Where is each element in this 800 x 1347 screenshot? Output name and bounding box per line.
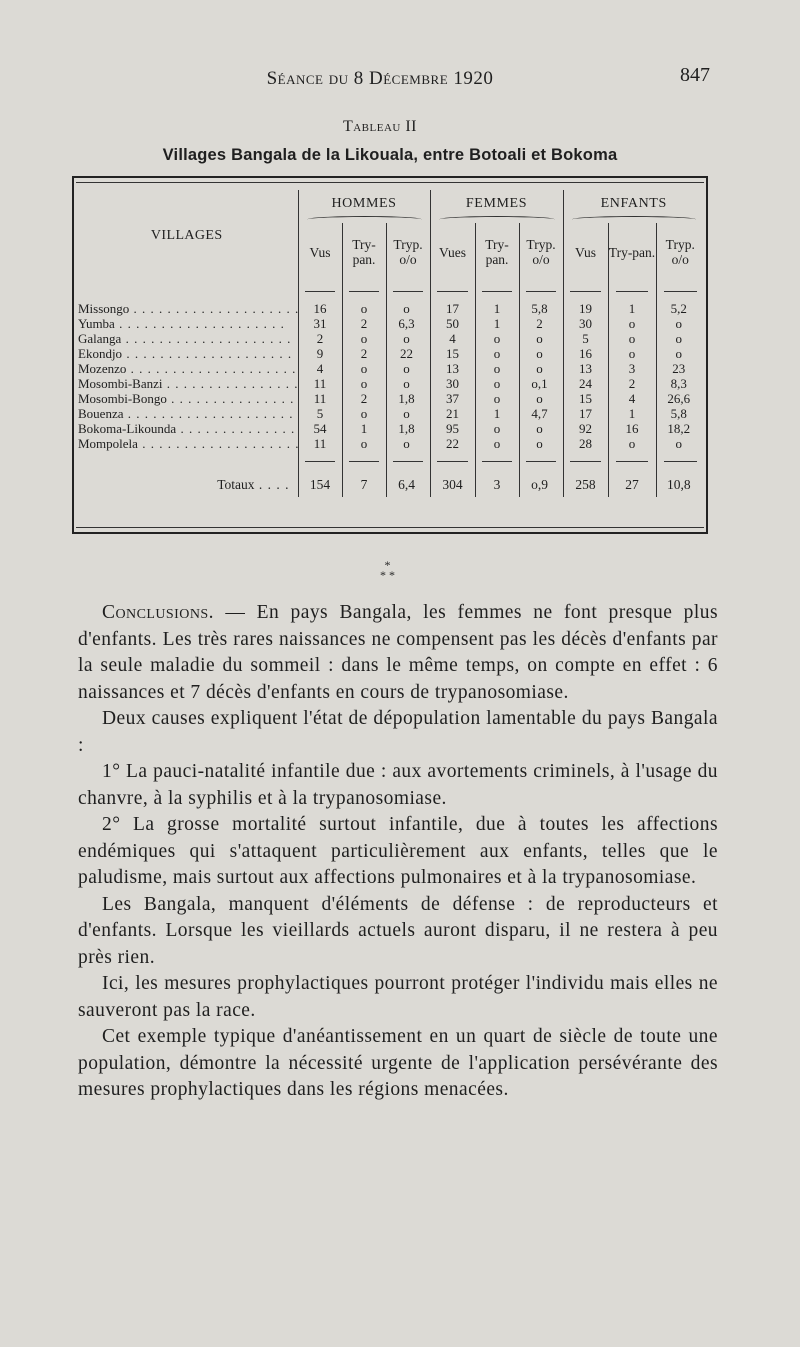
table-row [76,361,704,376]
table-cell: 30 [430,376,475,391]
table-cell: o [519,361,563,376]
village-name: Ekondjo . . . [76,346,298,361]
table-cell: o [475,421,519,436]
table-cell: 5 [298,406,342,421]
paragraph-5: Les Bangala, manquent d'éléments de défense : de reproducteurs et d'enfants. Lorsque les vieillards actuels auront disparu, il ne restera à peu près rien. [78,893,718,968]
table-row [76,391,704,406]
table-cell: 21 [430,406,475,421]
table-cell: 2 [342,391,386,406]
totals-row [76,471,704,497]
table-cell: 16 [608,421,656,436]
table-cell: 54 [298,421,342,436]
brace-enfants [563,216,704,223]
table-caption: Villages Bangala de la Likouala, entre Botoali et Bokoma [162,146,618,164]
village-name: Yumba . . . [76,316,298,331]
table-cell: 13 [430,361,475,376]
table-cell: 19 [563,301,608,316]
table-cell: o [475,346,519,361]
table-totals [76,471,704,497]
paragraph-6: Ici, les mesures prophylactiques pourront protéger l'individu mais elles ne sauveront pas la race. [78,973,718,1021]
table-cell: 6,3 [386,316,430,331]
village-name: Galanga . . . [76,331,298,346]
table-cell: 22 [430,436,475,451]
subhead-hommes-trypan: Try-pan. [342,223,386,281]
table-cell: 13 [563,361,608,376]
table-cell: o [386,406,430,421]
table-cell: 17 [430,301,475,316]
table-row [76,421,704,436]
table-cell: o [608,436,656,451]
table-cell: 50 [430,316,475,331]
table-cell: 3 [608,361,656,376]
table-cell: 31 [298,316,342,331]
table-cell: 1,8 [386,421,430,436]
table-cell: 11 [298,391,342,406]
table-cell: 4,7 [519,406,563,421]
table-row [76,301,704,316]
brace-hommes [298,216,430,223]
table-cell: 16 [563,346,608,361]
table-cell: o [608,331,656,346]
group-header-enfants: ENFANTS [563,190,704,216]
totals-label: Totaux . . . . [76,471,298,497]
group-header-femmes: FEMMES [430,190,563,216]
village-name: Mompolela . . . [76,436,298,451]
table-cell: o [608,346,656,361]
separator-row [76,281,704,301]
table-cell: 2 [608,376,656,391]
table-row [76,436,704,451]
table-cell: 92 [563,421,608,436]
table-cell: o [342,301,386,316]
table-cell: o,1 [519,376,563,391]
subhead-femmes-trypan: Try-pan. [475,223,519,281]
table-cell: o [656,436,704,451]
village-name: Bouenza . . . [76,406,298,421]
paragraph-2: Deux causes expliquent l'état de dépopulation lamentable du pays Bangala : [78,708,718,756]
paragraph-conclusions [78,600,718,706]
subhead-enfants-trypan: Try-pan. [608,223,656,281]
paragraph-1-text: — En pays Bangala, les femmes ne font presque plus d'enfants. Les très rares naissances ne compensent pas les décès d'enfants par la seule maladie du sommeil : dans le même temps, on compte en effet : 6 naissances et 7 décès d'enfants en cours de trypanosomiase. [78,602,718,703]
table-cell: o [519,346,563,361]
paragraph-4: 2° La grosse mortalité surtout infantile, due à toutes les affections endémiques qui s'attaquent particulièrement aux enfants, telles que le paludisme, mais surtout aux affections pulmonaires et à la trypanosomiase. [78,814,718,888]
table-cell: 37 [430,391,475,406]
table-cell: 5,8 [519,301,563,316]
table-cell: 11 [298,376,342,391]
table-cell: 5,8 [656,406,704,421]
paragraph-7: Cet exemple typique d'anéantissement en un quart de siècle de toute une population, démontre la nécessité urgente de l'application persévérante des mesures prophylactiques dans les régions menacées. [78,1026,718,1100]
group-header-hommes: HOMMES [298,190,430,216]
table-cell: o [386,331,430,346]
table-cell: o [475,331,519,346]
table-cell: 24 [563,376,608,391]
table-cell: o [656,331,704,346]
village-name: Bokoma-Likounda . . . [76,421,298,436]
table-cell: 2 [342,346,386,361]
table-label: Tableau II [342,118,418,135]
table-cell: 1,8 [386,391,430,406]
table-cell: 1 [475,406,519,421]
table-cell: 15 [563,391,608,406]
table-cell: 11 [298,436,342,451]
table-cell: 15 [430,346,475,361]
table-cell: o [519,421,563,436]
table-cell: 9 [298,346,342,361]
subhead-enfants-pct: Tryp. o/o [656,223,704,281]
table-cell: 17 [563,406,608,421]
subhead-femmes-pct: Tryp. o/o [519,223,563,281]
subhead-hommes-vus: Vus [298,223,342,281]
table-cell: 23 [656,361,704,376]
table-cell: o [386,436,430,451]
totals-cell: 3 [475,471,519,497]
totals-cell: 6,4 [386,471,430,497]
table-cell: o [342,376,386,391]
table-cell: 22 [386,346,430,361]
table-cell: o [475,361,519,376]
table-cell: 4 [608,391,656,406]
table-cell: 2 [519,316,563,331]
table-cell: 18,2 [656,421,704,436]
running-head [0,62,800,92]
table-row [76,376,704,391]
table-cell: o [386,301,430,316]
subhead-enfants-vus: Vus [563,223,608,281]
table-cell: 2 [298,331,342,346]
running-title: Séance du 8 Décembre 1920 [266,68,494,89]
table-row [76,346,704,361]
totals-cell: 7 [342,471,386,497]
table-row [76,316,704,331]
table-cell: o [386,376,430,391]
table-row [76,331,704,346]
subhead-hommes-pct: Tryp. o/o [386,223,430,281]
body-text [78,600,718,1104]
village-name: Mozenzo . . . [76,361,298,376]
table-cell: o [342,331,386,346]
table-cell: o [475,436,519,451]
brace-femmes [430,216,563,223]
table-cell: 26,6 [656,391,704,406]
table-cell: 2 [342,316,386,331]
table-row [76,406,704,421]
table-cell: 1 [475,316,519,331]
data-table [76,190,704,497]
totals-cell: 154 [298,471,342,497]
table-cell: 5 [563,331,608,346]
star-top: * [384,558,391,572]
paragraph-3: 1° La pauci-natalité infantile due : aux avortements criminels, à l'usage du chanvre, à la syphilis et à la trypanosomiase. [78,761,718,809]
table-cell: 95 [430,421,475,436]
totals-cell: 27 [608,471,656,497]
village-name: Missongo . . . [76,301,298,316]
table-cell: 1 [608,406,656,421]
page-number: 847 [680,64,710,86]
conclusions-lead: Conclusions. [102,602,214,623]
table-cell: 16 [298,301,342,316]
table-cell: 1 [475,301,519,316]
table-cell: 28 [563,436,608,451]
subhead-femmes-vues: Vues [430,223,475,281]
table-cell: 8,3 [656,376,704,391]
column-header-villages: VILLAGES [150,228,223,243]
village-name: Mosombi-Bongo . . . [76,391,298,406]
table-cell: 4 [430,331,475,346]
star-bottom: * * [380,568,395,582]
totals-cell: 10,8 [656,471,704,497]
table-cell: o [475,391,519,406]
table-cell: o [519,331,563,346]
table-cell: o [656,346,704,361]
table-cell: 1 [342,421,386,436]
table-cell: o [519,436,563,451]
table-cell: o [342,406,386,421]
totals-cell: 258 [563,471,608,497]
table-cell: 5,2 [656,301,704,316]
table-cell: o [475,376,519,391]
table-cell: o [519,391,563,406]
table-cell: o [342,436,386,451]
table-cell: o [608,316,656,331]
village-name: Mosombi-Banzi . . . [76,376,298,391]
table-cell: 4 [298,361,342,376]
table-cell: o [656,316,704,331]
table-cell: o [386,361,430,376]
totals-cell: 304 [430,471,475,497]
table-cell: 1 [608,301,656,316]
table-cell: o [342,361,386,376]
separator-row [76,451,704,471]
section-divider-stars [0,560,775,580]
table-cell: 30 [563,316,608,331]
table-body [76,281,704,471]
totals-cell: o,9 [519,471,563,497]
